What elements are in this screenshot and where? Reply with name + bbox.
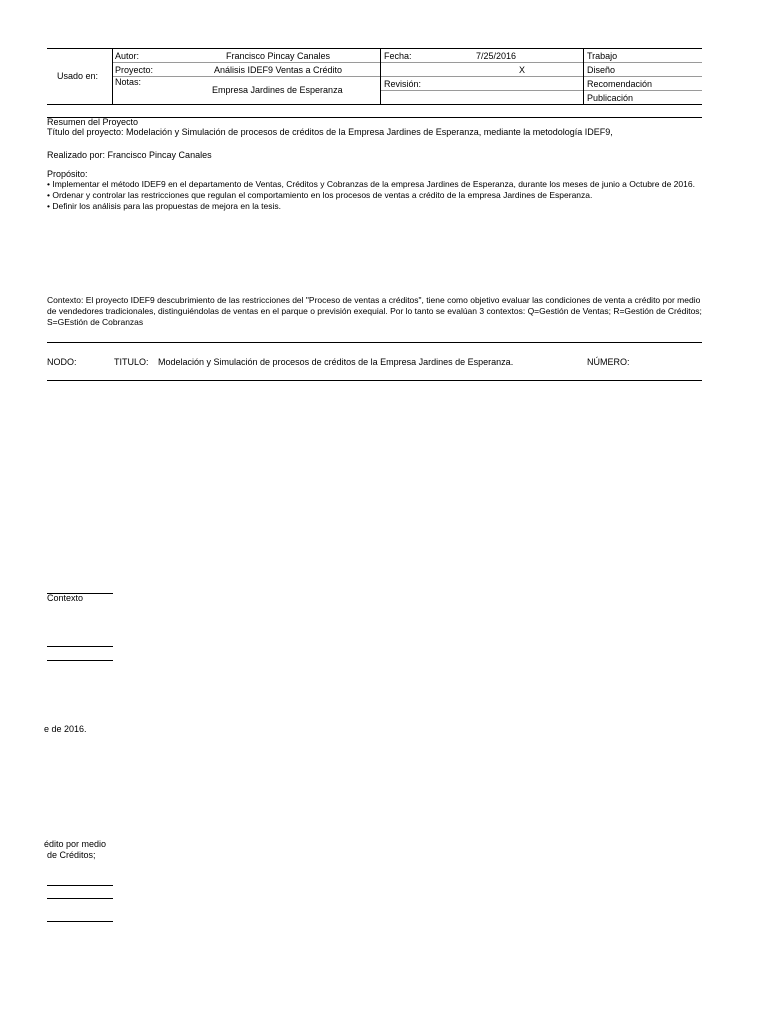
revision-label: Revisión: [384, 79, 422, 89]
footer-bottom-border [47, 380, 702, 381]
footer-top-border [47, 342, 702, 343]
fragment-rule [47, 921, 113, 922]
titulo-value: Modelación y Simulación de procesos de créditos de la Empresa Jardines de Esperanza. [158, 357, 514, 367]
context-line: S=GEstión de Cobranzas [47, 317, 144, 327]
autor-value: Francisco Pincay Canales [226, 51, 331, 61]
summary-section [47, 116, 702, 346]
credit-fragment-line: édito por medio [44, 839, 107, 849]
header-top-border [47, 48, 702, 49]
header-col-divider [583, 48, 584, 104]
proyecto-label: Proyecto: [115, 65, 154, 75]
author-line: Realizado por: Francisco Pincay Canales [47, 150, 212, 160]
header-row-divider [113, 76, 702, 77]
header-col-divider [112, 48, 113, 104]
context-line: Contexto: El proyecto IDEF9 descubrimiento de las restricciones del "Proceso de ventas a créditos", tiene como objetivo evaluar las condiciones de venta a crédito por medio [47, 295, 701, 305]
project-title-line: Título del proyecto: Modelación y Simulación de procesos de créditos de la Empresa Jardines de Esperanza, mediante la metodología IDEF9, [47, 127, 613, 137]
purpose-item: • Implementar el método IDEF9 en el departamento de Ventas, Créditos y Cobranzas de la empresa Jardines de Esperanza, durante los meses de junio a Octubre de 2016. [47, 179, 695, 189]
header-bottom-border [47, 104, 702, 105]
date-fragment: e de 2016. [44, 724, 87, 734]
purpose-item: • Ordenar y controlar las restricciones que regulan el comportamiento en los procesos de ventas a crédito de la empresa Jardines de Esperanza. [47, 190, 593, 200]
fecha-label: Fecha: [384, 51, 412, 61]
status-mark: X [519, 65, 526, 75]
summary-heading: Resumen del Proyecto [47, 117, 139, 127]
nodo-label: NODO: [47, 357, 77, 367]
status-diseno: Diseño [587, 65, 616, 75]
status-recomendacion: Recomendación [587, 79, 653, 89]
fragment-rule [47, 898, 113, 899]
context-line: de vendedores tradicionales, distinguiéndolas de ventas en el parque o previsión exequial. Por lo tanto se evalúan 3 contextos: Q=Gestión de Ventas; R=Gestión de Créditos; [47, 306, 702, 316]
status-trabajo: Trabajo [587, 51, 618, 61]
usado-en-label: Usado en: [57, 71, 99, 81]
credit-fragment-line: de Créditos; [47, 850, 96, 860]
status-publicacion: Publicación [587, 93, 634, 103]
numero-label: NÚMERO: [587, 357, 630, 367]
fecha-value: 7/25/2016 [476, 51, 517, 61]
fragment-rule [47, 646, 113, 647]
contexto-fragment: Contexto [47, 593, 84, 603]
purpose-heading: Propósito: [47, 169, 88, 179]
fragment-rule [47, 660, 113, 661]
titulo-label: TITULO: [114, 357, 149, 367]
header-col-divider [380, 48, 381, 104]
credit-fragment [0, 839, 113, 865]
header-row-divider [113, 62, 702, 63]
notas-value: Empresa Jardines de Esperanza [212, 85, 343, 95]
autor-label: Autor: [115, 51, 140, 61]
purpose-item: • Definir los análisis para las propuestas de mejora en la tesis. [47, 201, 282, 211]
notas-label: Notas: [115, 77, 142, 87]
proyecto-value: Análisis IDEF9 Ventas a Crédito [214, 65, 343, 75]
header-row-divider [380, 90, 702, 91]
fragment-rule [47, 885, 113, 886]
